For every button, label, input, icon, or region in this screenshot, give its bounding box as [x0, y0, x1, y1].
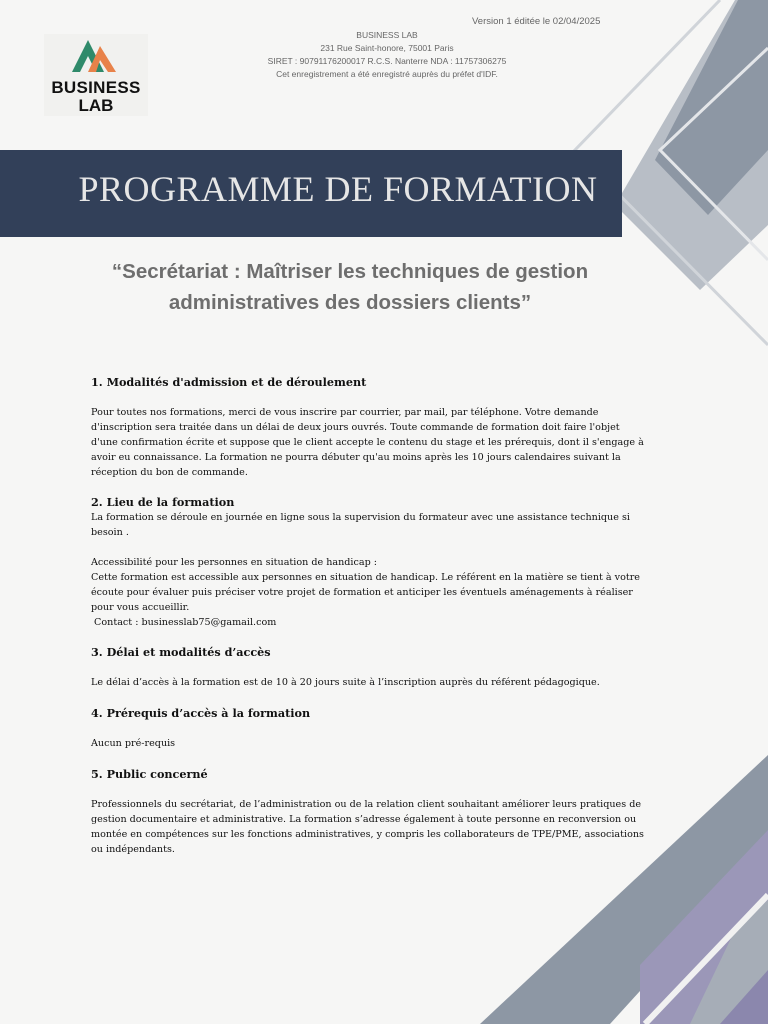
section-1-line: d'inscription sera traitée dans un délai de deux jours ouvrés. Toute commande de formation doit faire l'objet: [91, 422, 620, 433]
section-1-line: réception du bon de commande.: [91, 467, 248, 478]
course-title-line-2: administratives des dossiers clients”: [168, 291, 532, 314]
accessibility-line: pour vous accueillir.: [91, 602, 190, 613]
business-lab-logo: [44, 34, 148, 116]
company-registration: Cet enregistrement a été enregistré auprès du préfet d'IDF.: [276, 69, 498, 79]
course-title: [40, 256, 660, 318]
company-address: 231 Rue Saint-honore, 75001 Paris: [320, 43, 454, 53]
section-3-heading: 3. Délai et modalités d’accès: [91, 645, 271, 659]
logo-triangle-icon: [66, 36, 126, 74]
accessibility-heading: Accessibilité pour les personnes en situation de handicap :: [91, 557, 378, 568]
section-5-line: Professionnels du secrétariat, de l’administration ou de la relation client souhaitant améliorer leurs pratiques de: [91, 799, 642, 810]
company-siret: SIRET : 90791176200017 R.C.S. Nanterre NDA : 11757306275: [267, 56, 507, 66]
section-2-line: besoin .: [91, 527, 129, 538]
logo-text-business: BUSINESS: [51, 78, 141, 97]
accessibility-line: Cette formation est accessible aux personnes en situation de handicap. Le référent en la matière se tient à votre: [91, 572, 640, 583]
section-5-line: ou indépendants.: [91, 844, 175, 855]
version-note: Version 1 éditée le 02/04/2025: [472, 16, 601, 27]
section-5-line: gestion documentaire et administrative. La formation s’adresse également à toute personne en reconversion ou: [91, 814, 637, 825]
company-name: BUSINESS LAB: [356, 30, 418, 40]
section-1-line: avoir eu connaissance. La formation ne pourra débuter qu'au moins après les 10 jours calendaires suivant la: [91, 452, 621, 463]
document-body: [91, 374, 651, 857]
section-4-line: Aucun pré-requis: [91, 738, 176, 749]
course-title-line-1: “Secrétariat : Maîtriser les techniques de gestion: [111, 260, 589, 283]
section-2-heading: 2. Lieu de la formation: [91, 495, 235, 509]
section-5-heading: 5. Public concerné: [91, 767, 208, 781]
section-3-line: Le délai d’accès à la formation est de 10 à 20 jours suite à l’inscription auprès du référent pédagogique.: [91, 677, 600, 688]
company-info: [232, 29, 542, 81]
accessibility-line: écoute pour évaluer puis préciser votre projet de formation et anticiper les éventuels aménagements à réaliser: [91, 587, 633, 598]
page-title: PROGRAMME DE FORMATION: [78, 169, 598, 209]
section-4-heading: 4. Prérequis d’accès à la formation: [91, 706, 311, 720]
title-banner: [0, 150, 622, 237]
section-5-line: montée en compétences sur les fonctions administratives, y compris les collaborateurs de TPE/PME, associations: [91, 829, 644, 840]
section-1-heading: 1. Modalités d'admission et de déroulement: [91, 375, 367, 389]
section-1-line: Pour toutes nos formations, merci de vous inscrire par courrier, par mail, par téléphone. Votre demande: [91, 407, 599, 418]
section-2-line: La formation se déroule en journée en ligne sous la supervision du formateur avec une assistance technique si: [91, 512, 630, 523]
section-1-line: d'une confirmation écrite et suppose que le client accepte le contenu du stage et les prérequis, dont il s'engage à: [91, 437, 644, 448]
logo-text-lab: LAB: [78, 96, 114, 115]
contact-email: Contact : businesslab75@gamail.com: [91, 617, 277, 628]
